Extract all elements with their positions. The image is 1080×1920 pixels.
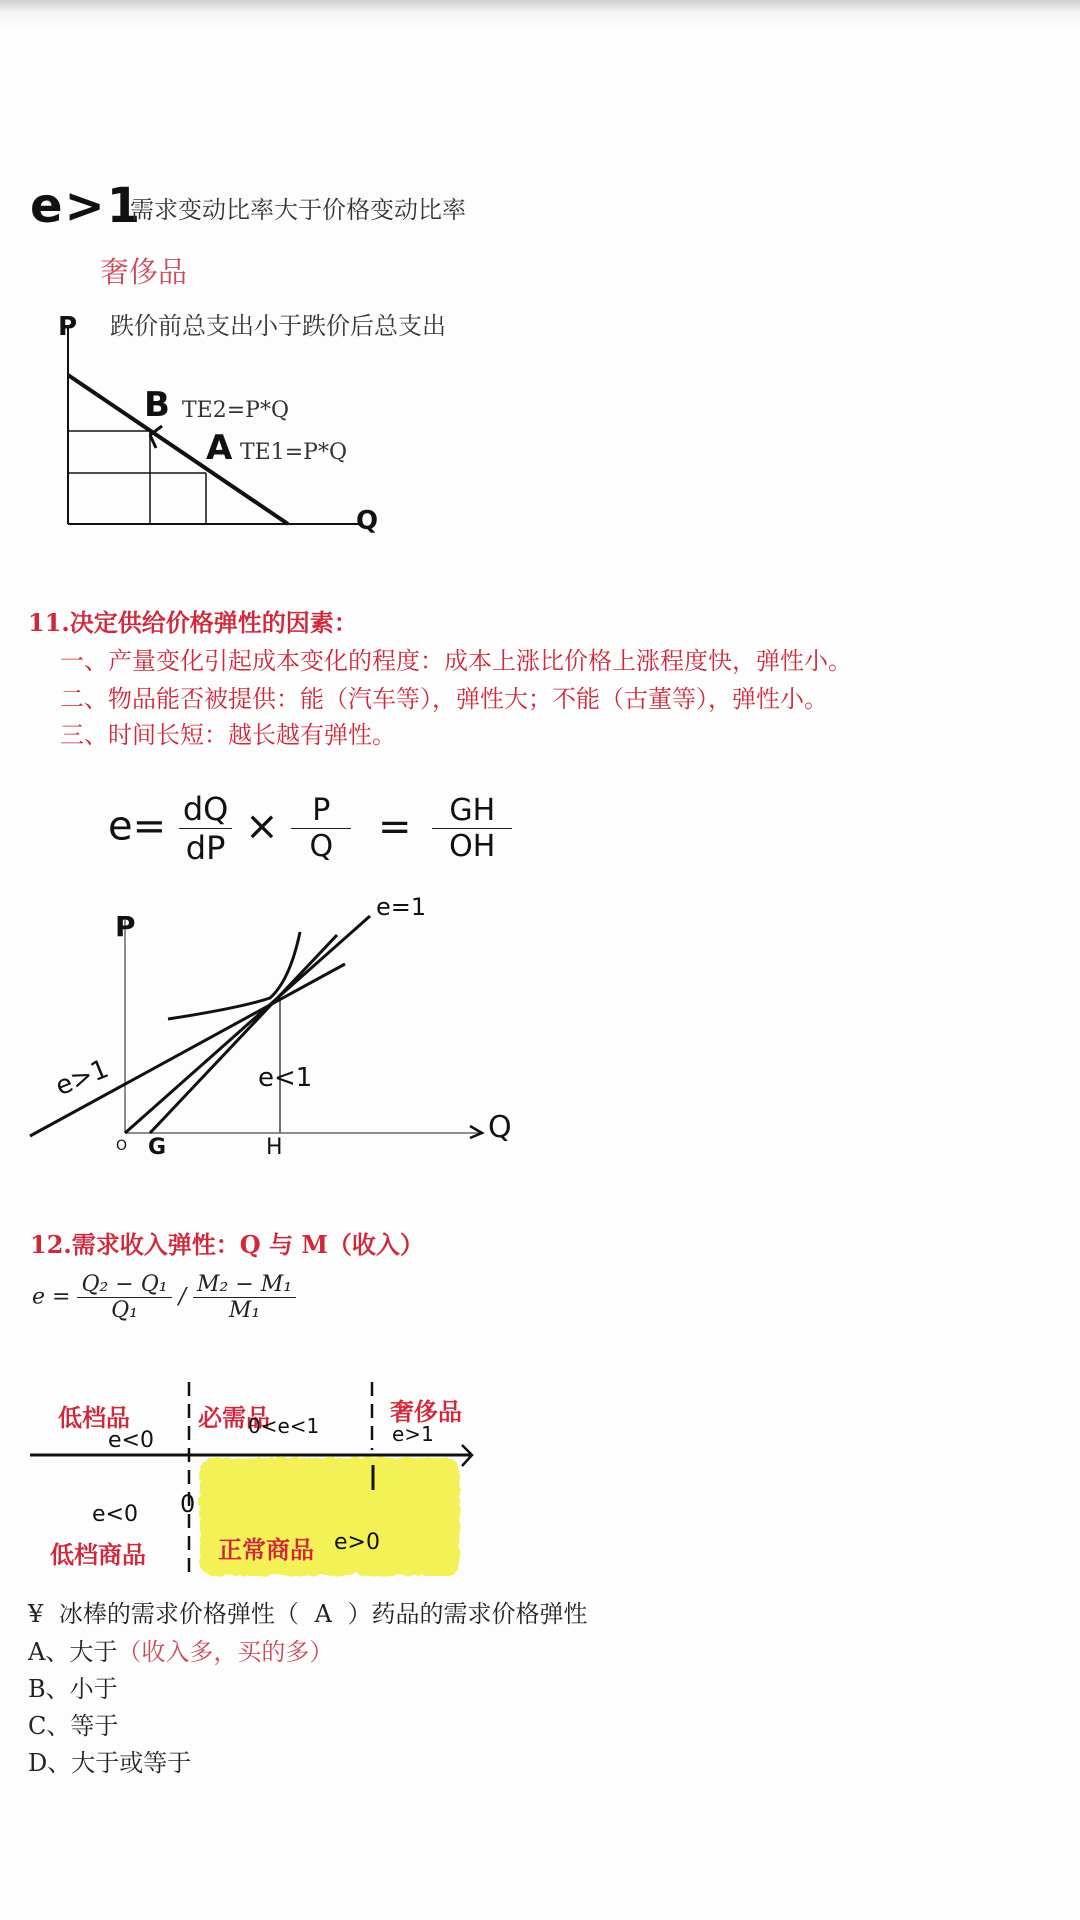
- y-axis-label-p: P: [58, 312, 78, 342]
- label-e-eq-1: e=1: [376, 893, 427, 921]
- te1-label: TE1=P*Q: [240, 440, 348, 465]
- elasticity-formula: [108, 790, 512, 867]
- option-text: 小于: [69, 1675, 118, 1703]
- section-11-title: 11.决定供给价格弹性的因素：: [28, 608, 358, 637]
- formula-times: ×: [245, 803, 279, 850]
- supply-elasticity-diagram: [0, 880, 540, 1160]
- factor-item: 三、时间长短：越长越有弹性。: [60, 721, 396, 749]
- formula-num-p: P: [291, 793, 351, 829]
- label-normal-goods: 正常商品: [218, 1536, 314, 1564]
- option-d: [28, 1743, 191, 1778]
- formula-slash: /: [178, 1284, 187, 1310]
- option-c: [28, 1706, 118, 1741]
- option-note: （收入多，买的多）: [117, 1638, 334, 1666]
- formula-num-dq: dQ: [179, 790, 233, 829]
- point-b-label: B: [144, 385, 170, 425]
- option-text: 大于或等于: [71, 1749, 192, 1777]
- label-necessity-goods: 必需品: [198, 1404, 270, 1432]
- formula-lhs: e=: [108, 803, 167, 850]
- x-axis-label-q: Q: [356, 506, 379, 536]
- question-stem: [28, 1594, 588, 1629]
- cond-0-lt-e-lt-1: 0<e<1: [248, 1414, 320, 1438]
- option-letter: A、: [28, 1638, 70, 1666]
- label-luxury-goods: 奢侈品: [390, 1398, 462, 1426]
- formula-num-q: Q₂ − Q₁: [77, 1272, 171, 1298]
- tick-g-label: G: [148, 1135, 167, 1160]
- option-letter: B、: [28, 1675, 70, 1703]
- x-axis-label-q: Q: [488, 1110, 512, 1145]
- cond-e-gt-0: e>0: [334, 1530, 380, 1555]
- mark-zero: 0: [180, 1490, 196, 1518]
- formula-eq: =: [378, 803, 412, 850]
- headline: 需求变动比率大于价格变动比率: [130, 196, 466, 224]
- formula-den-q: Q: [309, 829, 334, 864]
- label-e-gt-1: e>1: [51, 1053, 113, 1103]
- handwritten-e-gt-1: e>1: [30, 178, 143, 234]
- formula-den-q1: Q₁: [111, 1298, 138, 1323]
- factor-item: 一、产量变化引起成本变化的程度：成本上涨比价格上涨程度快，弹性小。: [60, 647, 852, 675]
- label-inferior-goods: 低档品: [58, 1404, 130, 1432]
- label-e-lt-1: e<1: [258, 1063, 313, 1093]
- formula-lhs: e =: [32, 1284, 71, 1310]
- option-b: [28, 1669, 118, 1704]
- stem-after: ）药品的需求价格弹性: [347, 1600, 588, 1628]
- point-a-label: A: [206, 428, 233, 468]
- te2-label: TE2=P*Q: [182, 398, 290, 423]
- formula-den-m1: M₁: [228, 1298, 261, 1323]
- formula-den-dp: dP: [185, 829, 226, 867]
- y-axis-label-p: P: [115, 910, 136, 943]
- formula-num-gh: GH: [432, 793, 512, 829]
- label-inferior-commodity: 低档商品: [50, 1541, 146, 1569]
- option-text: 大于: [69, 1638, 118, 1666]
- option-letter: D、: [28, 1749, 72, 1777]
- formula-num-m: M₂ − M₁: [193, 1272, 296, 1298]
- factor-item: 二、物品能否被提供：能（汽车等），弹性大；不能（古董等），弹性小。: [60, 685, 828, 713]
- answer-letter: A: [314, 1600, 332, 1628]
- cond-e-gt-1: e>1: [392, 1422, 434, 1446]
- cond-e-lt-0: e<0: [108, 1428, 154, 1453]
- option-letter: C、: [28, 1712, 71, 1740]
- cond-e-lt-0-bottom: e<0: [92, 1502, 138, 1527]
- section-12-title: 12.需求收入弹性：Q 与 M（收入）: [30, 1230, 424, 1259]
- top-shadow: [0, 0, 1080, 30]
- option-text: 等于: [70, 1712, 119, 1740]
- expenditure-note: 跌价前总支出小于跌价后总支出: [110, 312, 446, 340]
- origin-label: O: [116, 1138, 128, 1154]
- option-a: [28, 1632, 333, 1667]
- stem-before: 冰棒的需求价格弹性（: [58, 1600, 299, 1628]
- formula-den-oh: OH: [449, 829, 496, 864]
- income-elasticity-formula: [32, 1272, 296, 1323]
- question-marker: ¥: [28, 1600, 44, 1628]
- category-luxury: 奢侈品: [100, 255, 188, 289]
- tick-h-label: H: [266, 1135, 283, 1160]
